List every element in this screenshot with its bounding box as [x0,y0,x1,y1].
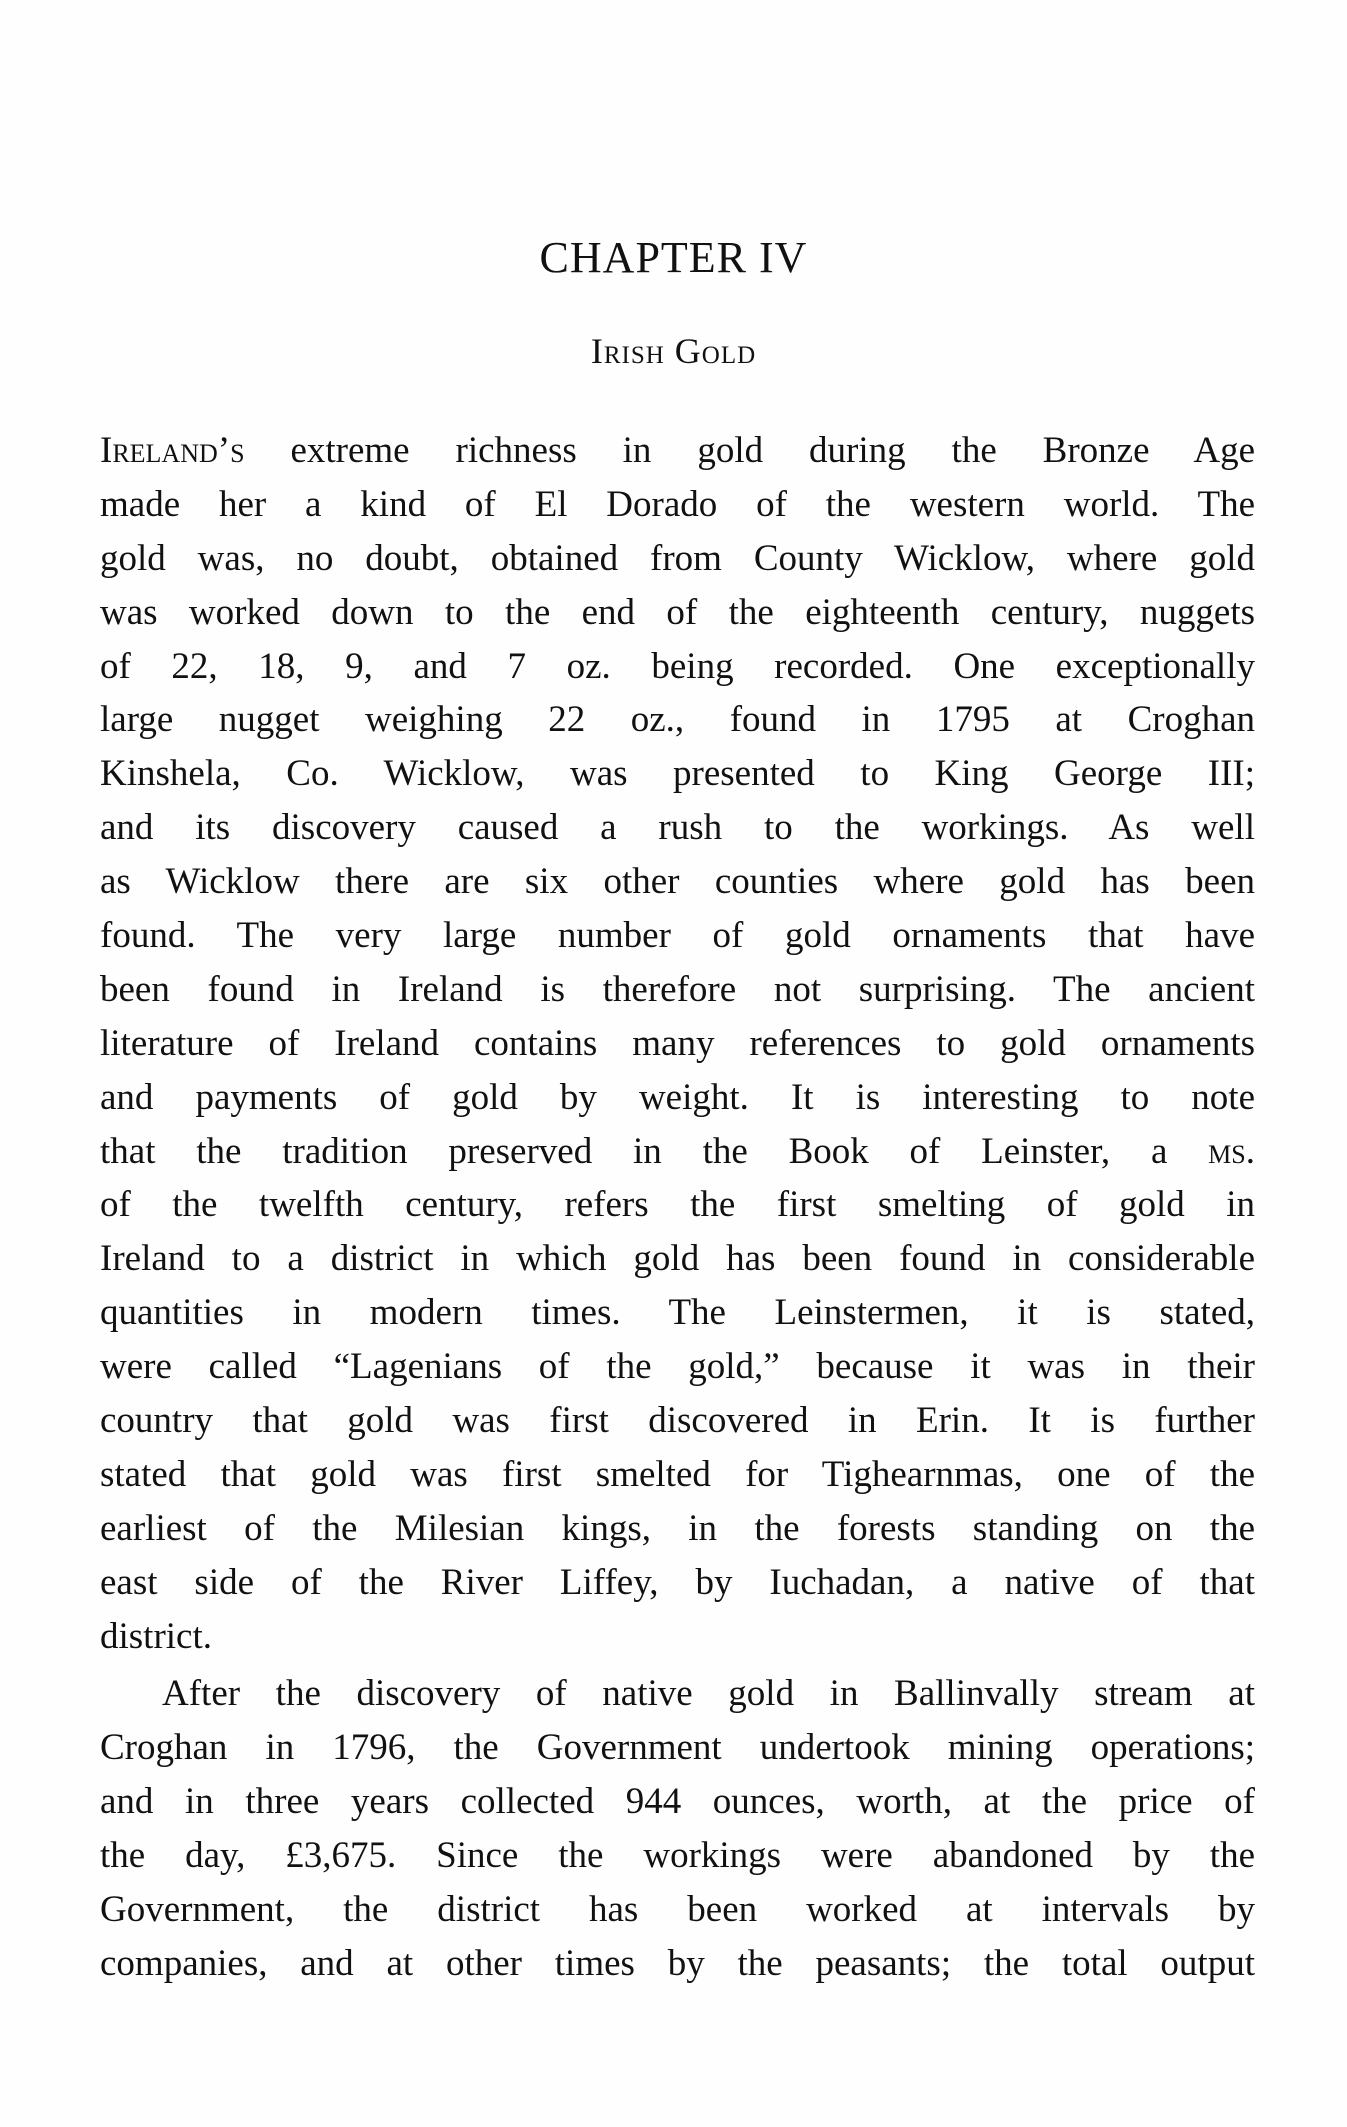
text-line: country that gold was first discovered in Erin. It is further [100,1400,1255,1442]
chapter-subtitle: Irish Gold [590,331,757,371]
text-line: and in three years collected 944 ounces, worth, at the price of [100,1781,1255,1823]
text-line: Croghan in 1796, the Government undertook mining operations; [100,1727,1255,1769]
line-text: extreme richness in gold during the Bronze Age [244,430,1255,471]
text-line: and payments of gold by weight. It is interesting to note [100,1076,1255,1118]
text-line: gold was, no doubt, obtained from County Wicklow, where gold [100,537,1255,579]
text-line: companies, and at other times by the peasants; the total output [100,1942,1255,1984]
text-line: earliest of the Milesian kings, in the forests standing on the [100,1507,1255,1549]
lead-word: Ireland’s [100,430,245,471]
line-text: that the tradition preserved in the Book of Leinster, a [100,1130,1209,1172]
chapter-title: CHAPTER IV [539,233,808,282]
text-line: large nugget weighing 22 oz., found in 1795 at Croghan [100,699,1255,741]
text-line: literature of Ireland contains many references to gold ornaments [100,1022,1255,1064]
text-line [100,424,1255,478]
text-line: Kinshela, Co. Wicklow, was presented to King George III; [100,753,1255,795]
text-line: and its discovery caused a rush to the workings. As well [100,807,1255,849]
text-line: stated that gold was first smelted for Tighearnmas, one of the [100,1453,1255,1495]
text-line: as Wicklow there are six other counties where gold has been [100,861,1255,903]
text-line: were called “Lagenians of the gold,” because it was in their [100,1346,1255,1388]
text-line: of the twelfth century, refers the first smelting of gold in [100,1184,1255,1226]
paragraph [100,1667,1255,1990]
manuscript-abbreviation: ms. [1208,1130,1255,1172]
text-line: quantities in modern times. The Leinstermen, it is stated, [100,1292,1255,1334]
text-line: the day, £3,675. Since the workings were abandoned by the [100,1835,1255,1877]
text-line: district. [100,1615,213,1657]
paragraph [100,424,1255,1663]
text-line: Government, the district has been worked at intervals by [100,1889,1255,1931]
chapter-body [100,424,1255,1991]
text-line: east side of the River Liffey, by Iuchadan, a native of that [100,1561,1255,1603]
text-line: was worked down to the end of the eighteenth century, nuggets [100,591,1255,633]
text-line: found. The very large number of gold ornaments that have [100,915,1255,957]
text-line: been found in Ireland is therefore not surprising. The ancient [100,968,1255,1010]
text-line [100,1125,1255,1179]
text-line: made her a kind of El Dorado of the western world. The [100,483,1255,525]
text-line: of 22, 18, 9, and 7 oz. being recorded. One exceptionally [100,645,1255,687]
text-line: After the discovery of native gold in Ballinvally stream at [162,1673,1255,1715]
text-line: Ireland to a district in which gold has been found in considerable [100,1238,1255,1280]
